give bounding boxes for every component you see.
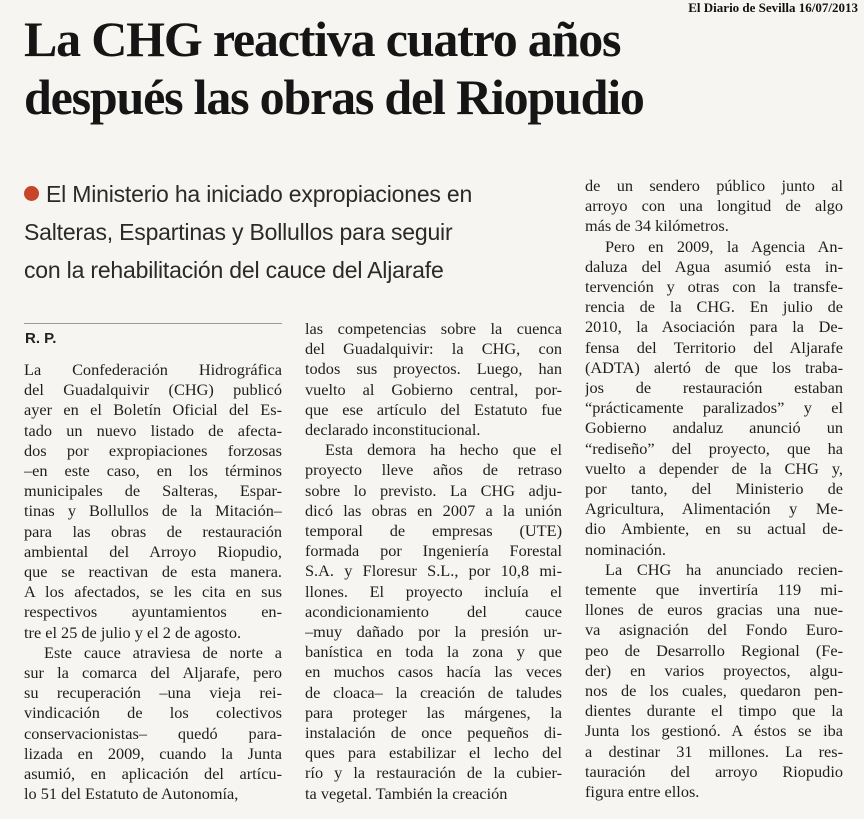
article-line: instalación de once pequeños di- xyxy=(305,723,562,743)
article-line: Esta demora ha hecho que el xyxy=(325,440,562,460)
article-line: de cloaca– la creación de taludes xyxy=(305,682,562,702)
headline-line: La CHG reactiva cuatro años xyxy=(24,11,621,67)
article-line: tre el 25 de julio y el 2 de agosto. xyxy=(24,622,242,642)
article-line: Gobierno andaluz anunció un xyxy=(585,418,843,438)
article-line: respectivos ayuntamientos en- xyxy=(24,602,282,622)
article-line: para proteger las márgenes, la xyxy=(305,702,562,722)
article-line: tauración del arroyo Riopudio xyxy=(585,761,843,781)
article-line: en muchos casos hacía las veces xyxy=(305,662,562,682)
article-line: declarado inconstitucional. xyxy=(305,420,481,440)
article-line: ayer en el Boletín Oficial del Es- xyxy=(24,400,282,420)
article-line: sobre lo previsto. La CHG adju- xyxy=(305,480,562,500)
article-line: su recuperación –una vieja rei- xyxy=(24,683,282,703)
article-line: que ese artículo del Estatuto fue xyxy=(305,399,562,419)
article-line: llones de euros gracias una nue- xyxy=(585,600,843,620)
article-line: Este cauce atraviesa de norte a xyxy=(44,642,282,662)
article-line: más de 34 kilómetros. xyxy=(585,216,729,236)
article-line: A los afectados, se les cita en sus xyxy=(24,582,282,602)
article-line: asumió, en aplicación del artícu- xyxy=(24,764,282,784)
subhead-line xyxy=(24,175,574,213)
article-line: municipales de Salteras, Espar- xyxy=(24,481,282,501)
article-line: sur la comarca del Aljarafe, pero xyxy=(24,663,282,683)
article-line: todos sus proyectos. Luego, han xyxy=(305,359,562,379)
article-line: del Guadalquivir (CHG) publicó xyxy=(24,380,282,400)
byline-rule xyxy=(24,323,282,324)
article-line: La CHG ha anunciado recien- xyxy=(605,559,843,579)
article-line: Agricultura, Alimentación y Me- xyxy=(585,499,843,519)
article-line: dicó las obras en 2007 a la unión xyxy=(305,500,562,520)
source-credit: El Diario de Sevilla 16/07/2013 xyxy=(688,0,858,15)
article-line: S.A. y Floresur S.L., por 10,8 mi- xyxy=(305,561,562,581)
article-line: del Guadalquivir: la CHG, con xyxy=(305,339,562,359)
article-line: va asignación del Fondo Euro- xyxy=(585,620,843,640)
article-line: tinas y Bollullos de la Mitación– xyxy=(24,501,282,521)
headline-line: después las obras del Riopudio xyxy=(24,69,644,125)
article-line: der) en varios proyectos, algu- xyxy=(585,660,843,680)
article-line: ambiental del Arroyo Riopudio, xyxy=(24,541,282,561)
subhead-line: Salteras, Espartinas y Bollullos para seguir xyxy=(24,219,453,245)
subhead-line-text: El Ministerio ha iniciado expropiaciones en xyxy=(46,181,473,207)
bullet-dot-icon xyxy=(24,186,39,201)
article-line: tervención y otras con la transfe- xyxy=(585,277,843,297)
article-line: por tanto, del Ministerio de xyxy=(585,479,843,499)
article-line: jos de restauración estaban xyxy=(585,378,843,398)
article-line: nominación. xyxy=(585,539,666,559)
article-line: La Confederación Hidrográfica xyxy=(24,360,282,379)
article-line: llones. El proyecto incluía el xyxy=(305,581,562,601)
article-line: dientes durante el timpo que la xyxy=(585,701,843,721)
article-line: lo 51 del Estatuto de Autonomía, xyxy=(24,784,239,804)
article-line: ta vegetal. También la creación xyxy=(305,783,508,803)
article-line: rencia de la CHG. En julio de xyxy=(585,297,843,317)
article-line: acondicionamiento del cauce xyxy=(305,601,562,621)
headline xyxy=(24,10,854,126)
article-line: banística en toda la zona y que xyxy=(305,642,562,662)
article-line: daluza del Agua asumió esta in- xyxy=(585,256,843,276)
article-line: “prácticamente paralizados” y el xyxy=(585,398,843,418)
article-line: formada por Ingeniería Forestal xyxy=(305,541,562,561)
article-line: –en este caso, en los términos xyxy=(24,461,282,481)
article-line: que se reactivan de esta manera. xyxy=(24,562,282,582)
article-line: para las obras de restauración xyxy=(24,521,282,541)
article-line: vuelto al Gobierno central, por- xyxy=(305,379,562,399)
article-column-1 xyxy=(24,360,282,804)
article-line: dio Ambiente, en su actual de- xyxy=(585,519,843,539)
article-line: Junta los gestionó. A éstos se iba xyxy=(585,721,843,741)
article-line: fensa del Territorio del Aljarafe xyxy=(585,337,843,357)
subhead-line: con la rehabilitación del cauce del Aljarafe xyxy=(24,257,444,283)
article-line: a destinar 31 millones. La res- xyxy=(585,741,843,761)
byline: R. P. xyxy=(25,330,57,347)
article-line: dos por expropiaciones forzosas xyxy=(24,440,282,460)
article-line: (ADTA) alertó de que los traba- xyxy=(585,357,843,377)
article-line: ques para estabilizar el lecho del xyxy=(305,743,562,763)
article-line: “rediseño” del proyecto, que ha xyxy=(585,438,843,458)
article-column-3 xyxy=(585,176,843,802)
article-line: –muy dañado por la presión ur- xyxy=(305,622,562,642)
article-line: figura entre ellos. xyxy=(585,782,700,802)
article-line: temporal de empresas (UTE) xyxy=(305,521,562,541)
article-line: lizada en 2009, cuando la Junta xyxy=(24,743,282,763)
article-line: de un sendero público junto al xyxy=(585,176,843,195)
article-line: tado un nuevo listado de afecta- xyxy=(24,420,282,440)
article-line: peo de Desarrollo Regional (Fe- xyxy=(585,640,843,660)
article-line: proyecto lleve años de retraso xyxy=(305,460,562,480)
subheadline xyxy=(24,175,574,289)
article-line: río y la restauración de la cubier- xyxy=(305,763,562,783)
article-line: Pero en 2009, la Agencia An- xyxy=(605,236,843,256)
article-line: vindicación de los colectivos xyxy=(24,703,282,723)
article-line: las competencias sobre la cuenca xyxy=(305,319,562,338)
article-line: nos de los cuales, quedaron pen- xyxy=(585,681,843,701)
article-line: 2010, la Asociación para la De- xyxy=(585,317,843,337)
article-line: arroyo con una longitud de algo xyxy=(585,196,843,216)
article-line: vuelto a depender de la CHG y, xyxy=(585,458,843,478)
article-column-2 xyxy=(305,319,562,804)
article-line: temente que invertiría 119 mi- xyxy=(585,580,843,600)
article-line: conservacionistas– quedó para- xyxy=(24,723,282,743)
